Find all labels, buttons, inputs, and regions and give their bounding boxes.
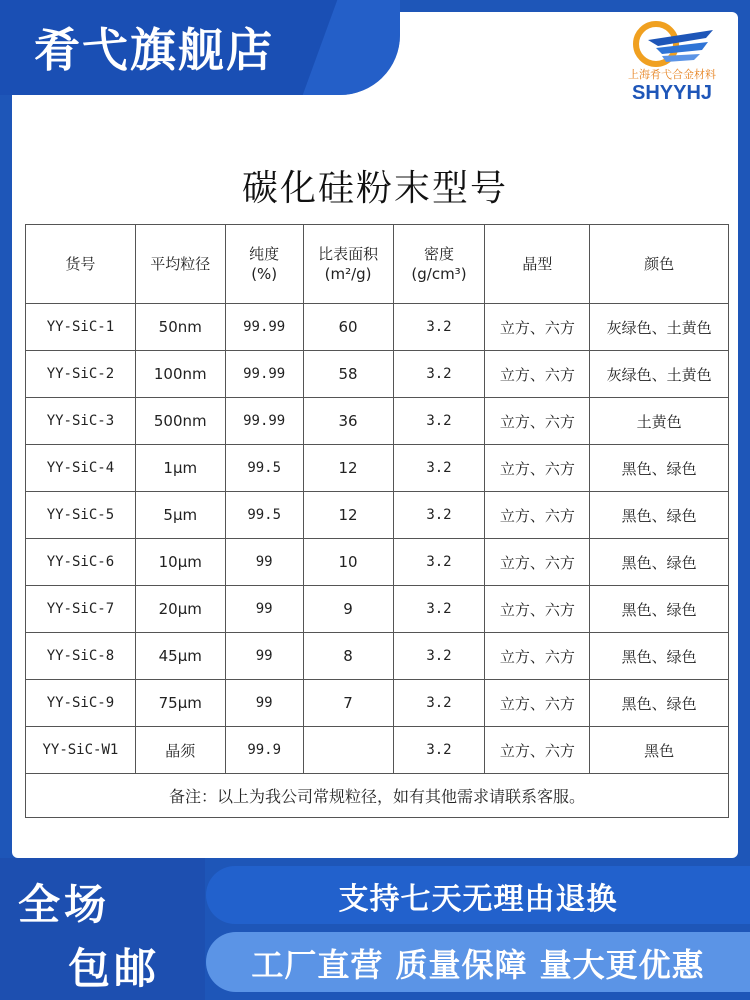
table-cell: 75μm — [135, 680, 225, 727]
table-cell: 立方、六方 — [485, 539, 590, 586]
table-cell: 60 — [303, 304, 393, 351]
table-cell: 立方、六方 — [485, 633, 590, 680]
table-cell: YY-SiC-6 — [26, 539, 136, 586]
table-cell: 36 — [303, 398, 393, 445]
guarantee-text: 工厂直营 质量保障 量大更优惠 — [251, 946, 705, 984]
table-cell: 99 — [225, 680, 303, 727]
table-cell: 3.2 — [393, 633, 485, 680]
table-note-row — [26, 774, 729, 818]
table-header — [26, 225, 729, 304]
table-cell: 99.99 — [225, 304, 303, 351]
table-row — [26, 633, 729, 680]
table-cell: 3.2 — [393, 398, 485, 445]
table-row — [26, 351, 729, 398]
table-cell: YY-SiC-W1 — [26, 727, 136, 774]
table-note: 备注：以上为我公司常规粒径，如有其他需求请联系客服。 — [26, 774, 729, 818]
table-cell: 黑色、绿色 — [590, 586, 729, 633]
table-cell: 9 — [303, 586, 393, 633]
table-row — [26, 398, 729, 445]
table-cell: YY-SiC-2 — [26, 351, 136, 398]
table-row — [26, 445, 729, 492]
table-cell: 立方、六方 — [485, 398, 590, 445]
table-cell: 12 — [303, 445, 393, 492]
table-cell: 3.2 — [393, 586, 485, 633]
table-cell: YY-SiC-8 — [26, 633, 136, 680]
store-name: 肴弋旗舰店 — [34, 23, 274, 77]
table-cell: YY-SiC-7 — [26, 586, 136, 633]
banner-stripe — [303, 0, 400, 95]
free-shipping-line1: 全场 — [18, 880, 111, 929]
table-cell: 立方、六方 — [485, 586, 590, 633]
table-row — [26, 492, 729, 539]
table-cell: YY-SiC-4 — [26, 445, 136, 492]
table-cell: 3.2 — [393, 539, 485, 586]
table-cell: 黑色、绿色 — [590, 445, 729, 492]
column-header: 平均粒径 — [135, 225, 225, 304]
table-cell: 99.99 — [225, 351, 303, 398]
table-cell: 99.9 — [225, 727, 303, 774]
table-cell: 黑色、绿色 — [590, 492, 729, 539]
table-cell: 5μm — [135, 492, 225, 539]
table-cell: 3.2 — [393, 680, 485, 727]
table-cell: YY-SiC-1 — [26, 304, 136, 351]
table-cell: 1μm — [135, 445, 225, 492]
return-policy-text: 支持七天无理由退换 — [338, 882, 618, 917]
table-cell: 20μm — [135, 586, 225, 633]
column-header: 颜色 — [590, 225, 729, 304]
column-header: 货号 — [26, 225, 136, 304]
table-cell: 土黄色 — [590, 398, 729, 445]
table-cell: 99.5 — [225, 492, 303, 539]
table-cell: 99.99 — [225, 398, 303, 445]
table-cell: 立方、六方 — [485, 492, 590, 539]
column-header: 密度 (g/cm³) — [393, 225, 485, 304]
table-cell: 灰绿色、土黄色 — [590, 304, 729, 351]
table-cell: 3.2 — [393, 492, 485, 539]
spec-table — [25, 224, 729, 818]
table-cell: 99 — [225, 586, 303, 633]
table-cell: 99 — [225, 633, 303, 680]
table-cell: 45μm — [135, 633, 225, 680]
table-cell: 3.2 — [393, 727, 485, 774]
table-cell: 黑色、绿色 — [590, 680, 729, 727]
free-shipping-block — [0, 858, 205, 1000]
table-cell: 10 — [303, 539, 393, 586]
table-cell: 10μm — [135, 539, 225, 586]
table-cell: 99.5 — [225, 445, 303, 492]
table-cell: 立方、六方 — [485, 445, 590, 492]
table-row — [26, 727, 729, 774]
table-cell: YY-SiC-9 — [26, 680, 136, 727]
column-header: 纯度 (%) — [225, 225, 303, 304]
table-cell: 黑色 — [590, 727, 729, 774]
table-cell: 3.2 — [393, 351, 485, 398]
table-cell: 立方、六方 — [485, 680, 590, 727]
free-shipping-line2: 包邮 — [68, 944, 161, 993]
table-row — [26, 539, 729, 586]
table-cell: 100nm — [135, 351, 225, 398]
table-cell: 黑色、绿色 — [590, 539, 729, 586]
table-cell: 99 — [225, 539, 303, 586]
table-row — [26, 586, 729, 633]
table-cell: 黑色、绿色 — [590, 633, 729, 680]
table-cell: 立方、六方 — [485, 727, 590, 774]
table-body — [26, 304, 729, 818]
table-cell: YY-SiC-5 — [26, 492, 136, 539]
table-cell: 7 — [303, 680, 393, 727]
table-cell — [303, 727, 393, 774]
column-header: 晶型 — [485, 225, 590, 304]
table-cell: 晶须 — [135, 727, 225, 774]
table-cell: 12 — [303, 492, 393, 539]
table-cell: 58 — [303, 351, 393, 398]
table-cell: 3.2 — [393, 304, 485, 351]
logo-subtitle: 上海肴弋合金材料 — [628, 68, 716, 81]
table-cell: 3.2 — [393, 445, 485, 492]
table-cell: 灰绿色、土黄色 — [590, 351, 729, 398]
table-cell: 立方、六方 — [485, 351, 590, 398]
table-cell: 8 — [303, 633, 393, 680]
table-cell: 50nm — [135, 304, 225, 351]
table-row — [26, 680, 729, 727]
column-header: 比表面积 (m²/g) — [303, 225, 393, 304]
table-cell: 立方、六方 — [485, 304, 590, 351]
logo-brand: SHYYHJ — [631, 82, 713, 104]
table-cell: YY-SiC-3 — [26, 398, 136, 445]
table-row — [26, 304, 729, 351]
table-cell: 500nm — [135, 398, 225, 445]
page-title: 碳化硅粉末型号 — [241, 168, 508, 209]
